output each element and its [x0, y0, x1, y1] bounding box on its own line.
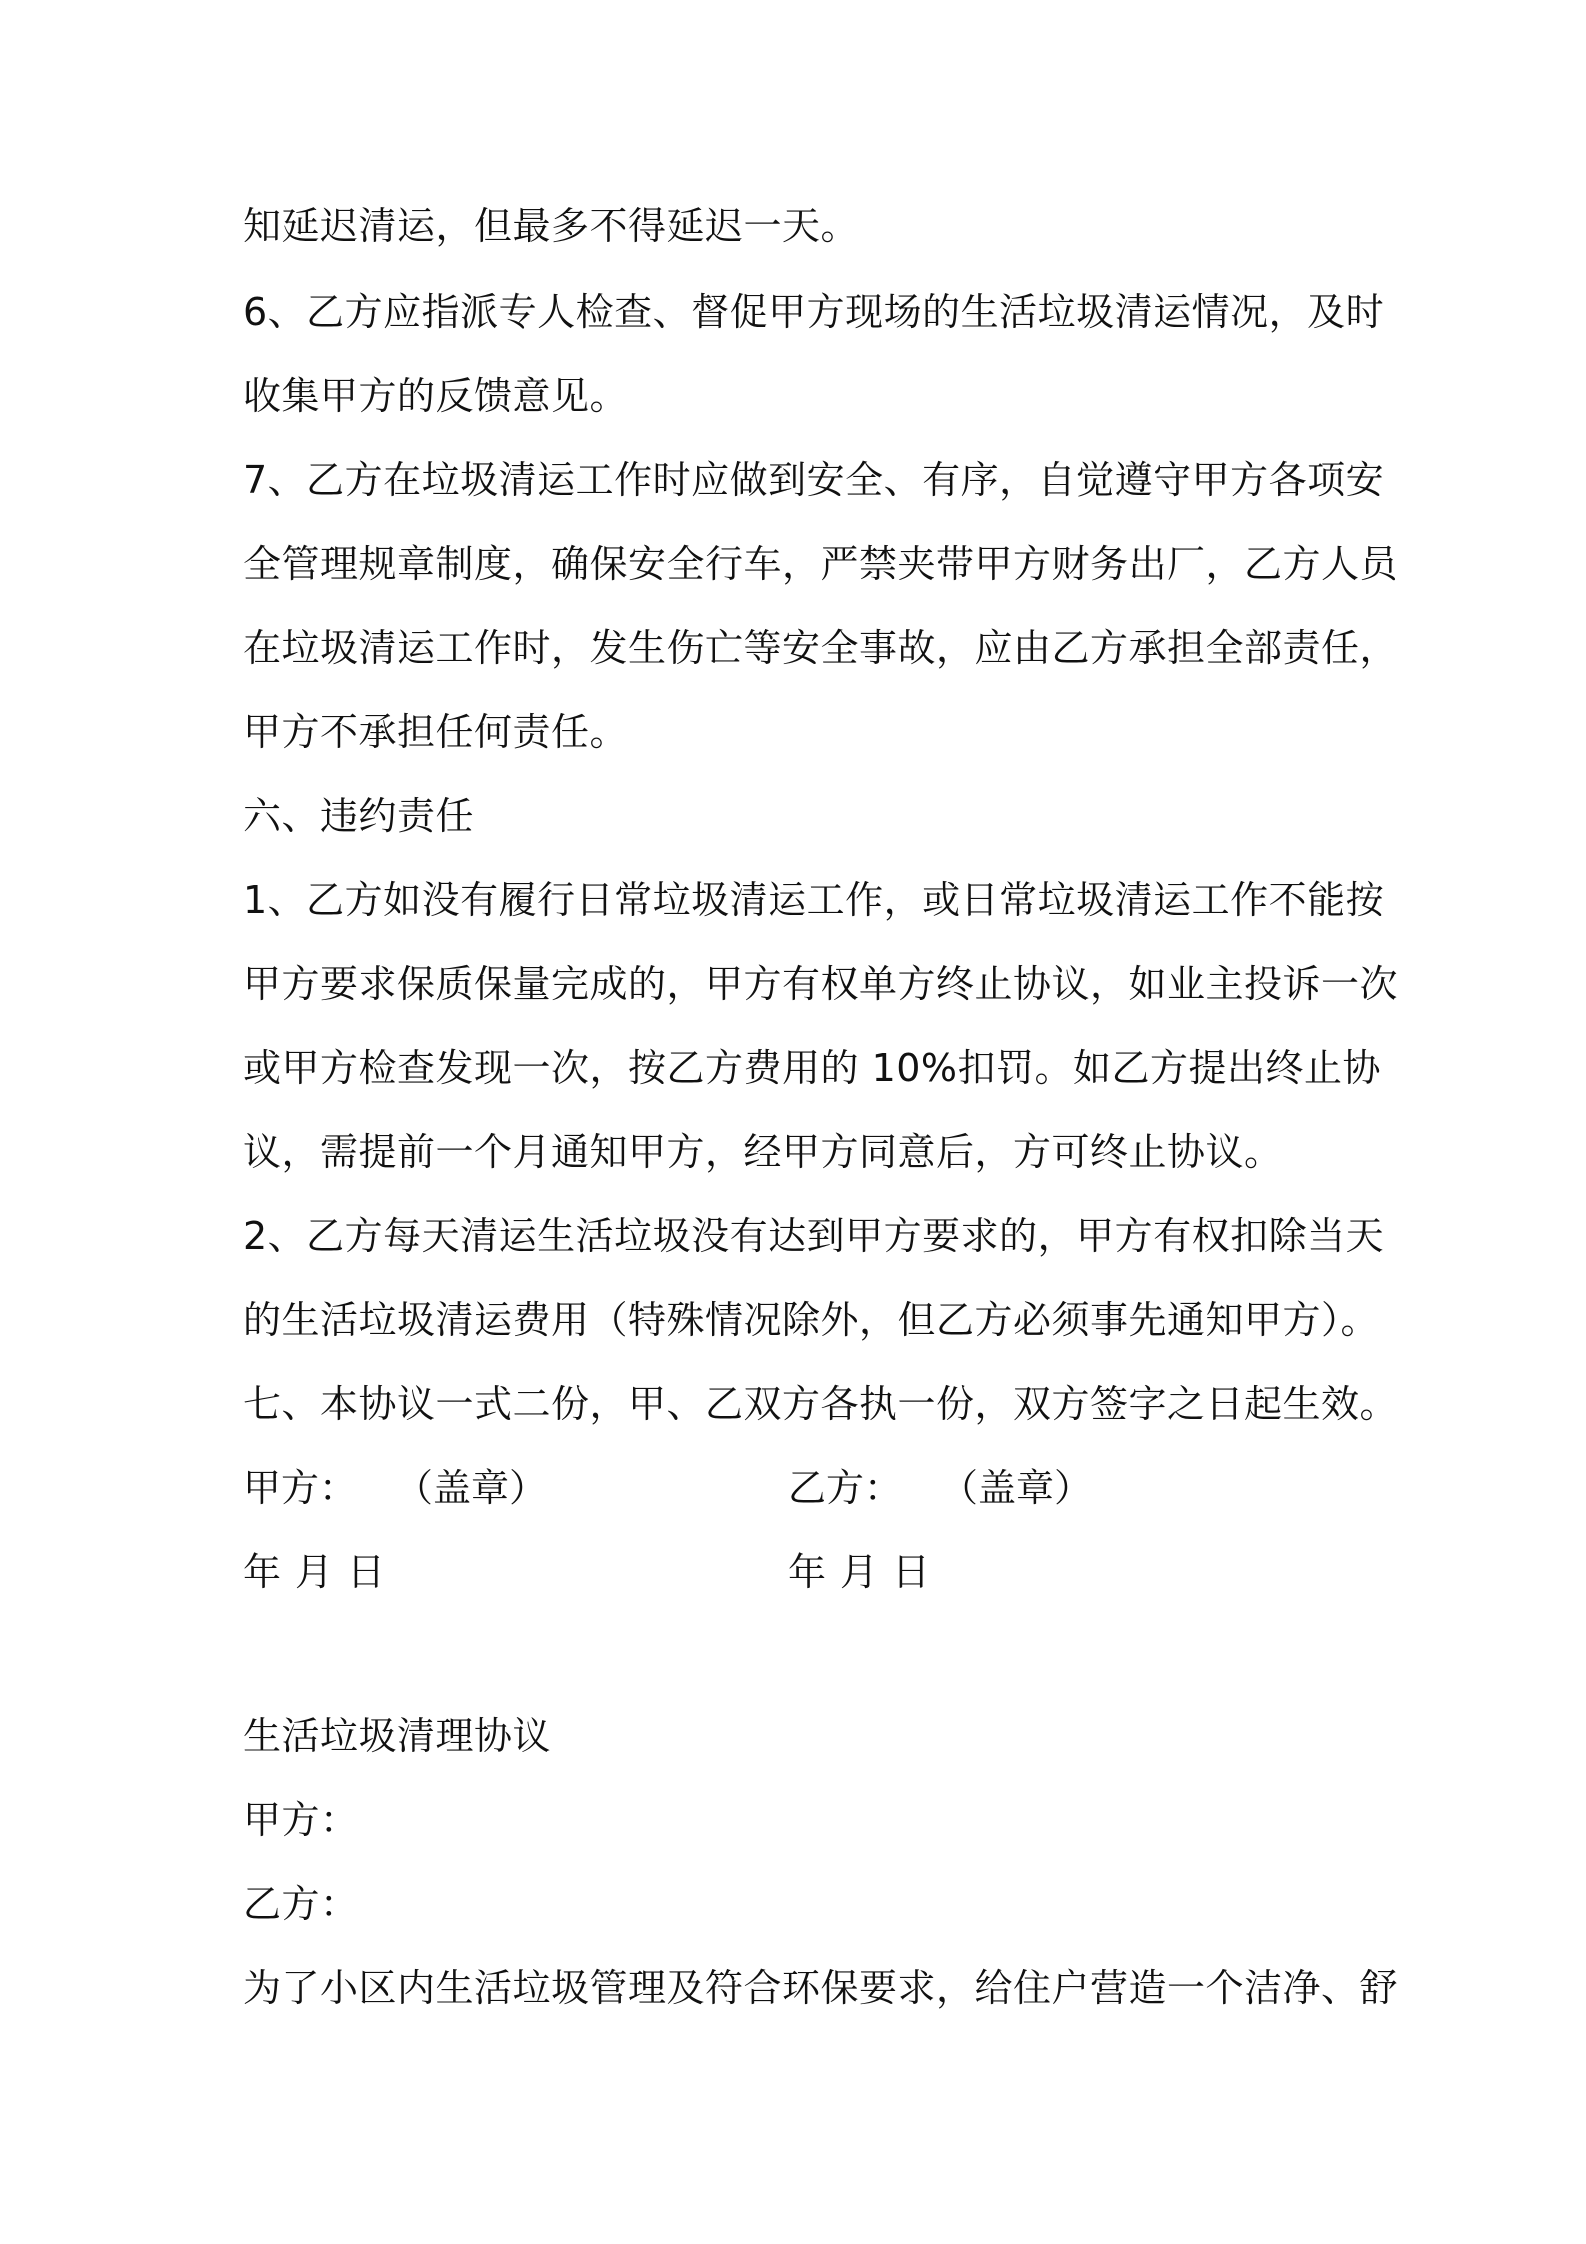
party-b-seal: （盖章） — [940, 1466, 1093, 1510]
paragraph-line-12: 议，需提前一个月通知甲方，经甲方同意后，方可终止协议。 — [243, 1130, 1283, 1174]
date-year: 年 — [788, 1550, 827, 1594]
date-year: 年 — [243, 1550, 282, 1594]
paragraph-line-14: 的生活垃圾清运费用（特殊情况除外，但乙方必须事先通知甲方）。 — [243, 1298, 1380, 1342]
section-heading-breach: 六、违约责任 — [243, 794, 475, 838]
signature-row — [243, 1458, 1360, 1518]
date-day: 日 — [347, 1550, 386, 1594]
party-a-field: 甲方： — [243, 1798, 359, 1842]
paragraph-line-1: 知延迟清运，但最多不得延迟一天。 — [243, 204, 860, 248]
paragraph-line-2: 6、乙方应指派专人检查、督促甲方现场的生活垃圾清运情况，及时 — [243, 290, 1385, 334]
intro-paragraph: 为了小区内生活垃圾管理及符合环保要求，给住户营造一个洁净、舒 — [243, 1966, 1399, 2010]
date-month: 月 — [295, 1550, 334, 1594]
paragraph-line-4: 7、乙方在垃圾清运工作时应做到安全、有序，自觉遵守甲方各项安 — [243, 458, 1385, 502]
party-b-field: 乙方： — [243, 1882, 359, 1926]
paragraph-line-13: 2、乙方每天清运生活垃圾没有达到甲方要求的，甲方有权扣除当天 — [243, 1214, 1385, 1258]
party-b-date — [788, 1542, 944, 1602]
party-a-signature — [243, 1458, 547, 1518]
party-a-seal: （盖章） — [395, 1466, 548, 1510]
party-b-signature — [788, 1458, 1092, 1518]
party-a-label: 甲方： — [243, 1466, 358, 1510]
paragraph-line-9: 1、乙方如没有履行日常垃圾清运工作，或日常垃圾清运工作不能按 — [243, 878, 1385, 922]
date-month: 月 — [840, 1550, 879, 1594]
paragraph-line-5: 全管理规章制度，确保安全行车，严禁夹带甲方财务出厂，乙方人员 — [243, 542, 1399, 586]
paragraph-line-3: 收集甲方的反馈意见。 — [243, 374, 629, 418]
paragraph-line-6: 在垃圾清运工作时，发生伤亡等安全事故，应由乙方承担全部责任， — [243, 626, 1399, 670]
paragraph-line-10: 甲方要求保质保量完成的，甲方有权单方终止协议，如业主投诉一次 — [243, 962, 1399, 1006]
agreement-title: 生活垃圾清理协议 — [243, 1714, 552, 1758]
party-a-date — [243, 1542, 399, 1602]
paragraph-line-7: 甲方不承担任何责任。 — [243, 710, 629, 754]
date-day: 日 — [892, 1550, 931, 1594]
party-b-label: 乙方： — [788, 1466, 903, 1510]
paragraph-line-11: 或甲方检查发现一次，按乙方费用的 10%扣罚。如乙方提出终止协 — [243, 1046, 1382, 1090]
date-row — [243, 1542, 1360, 1602]
paragraph-line-15: 七、本协议一式二份，甲、乙双方各执一份，双方签字之日起生效。 — [243, 1382, 1399, 1426]
